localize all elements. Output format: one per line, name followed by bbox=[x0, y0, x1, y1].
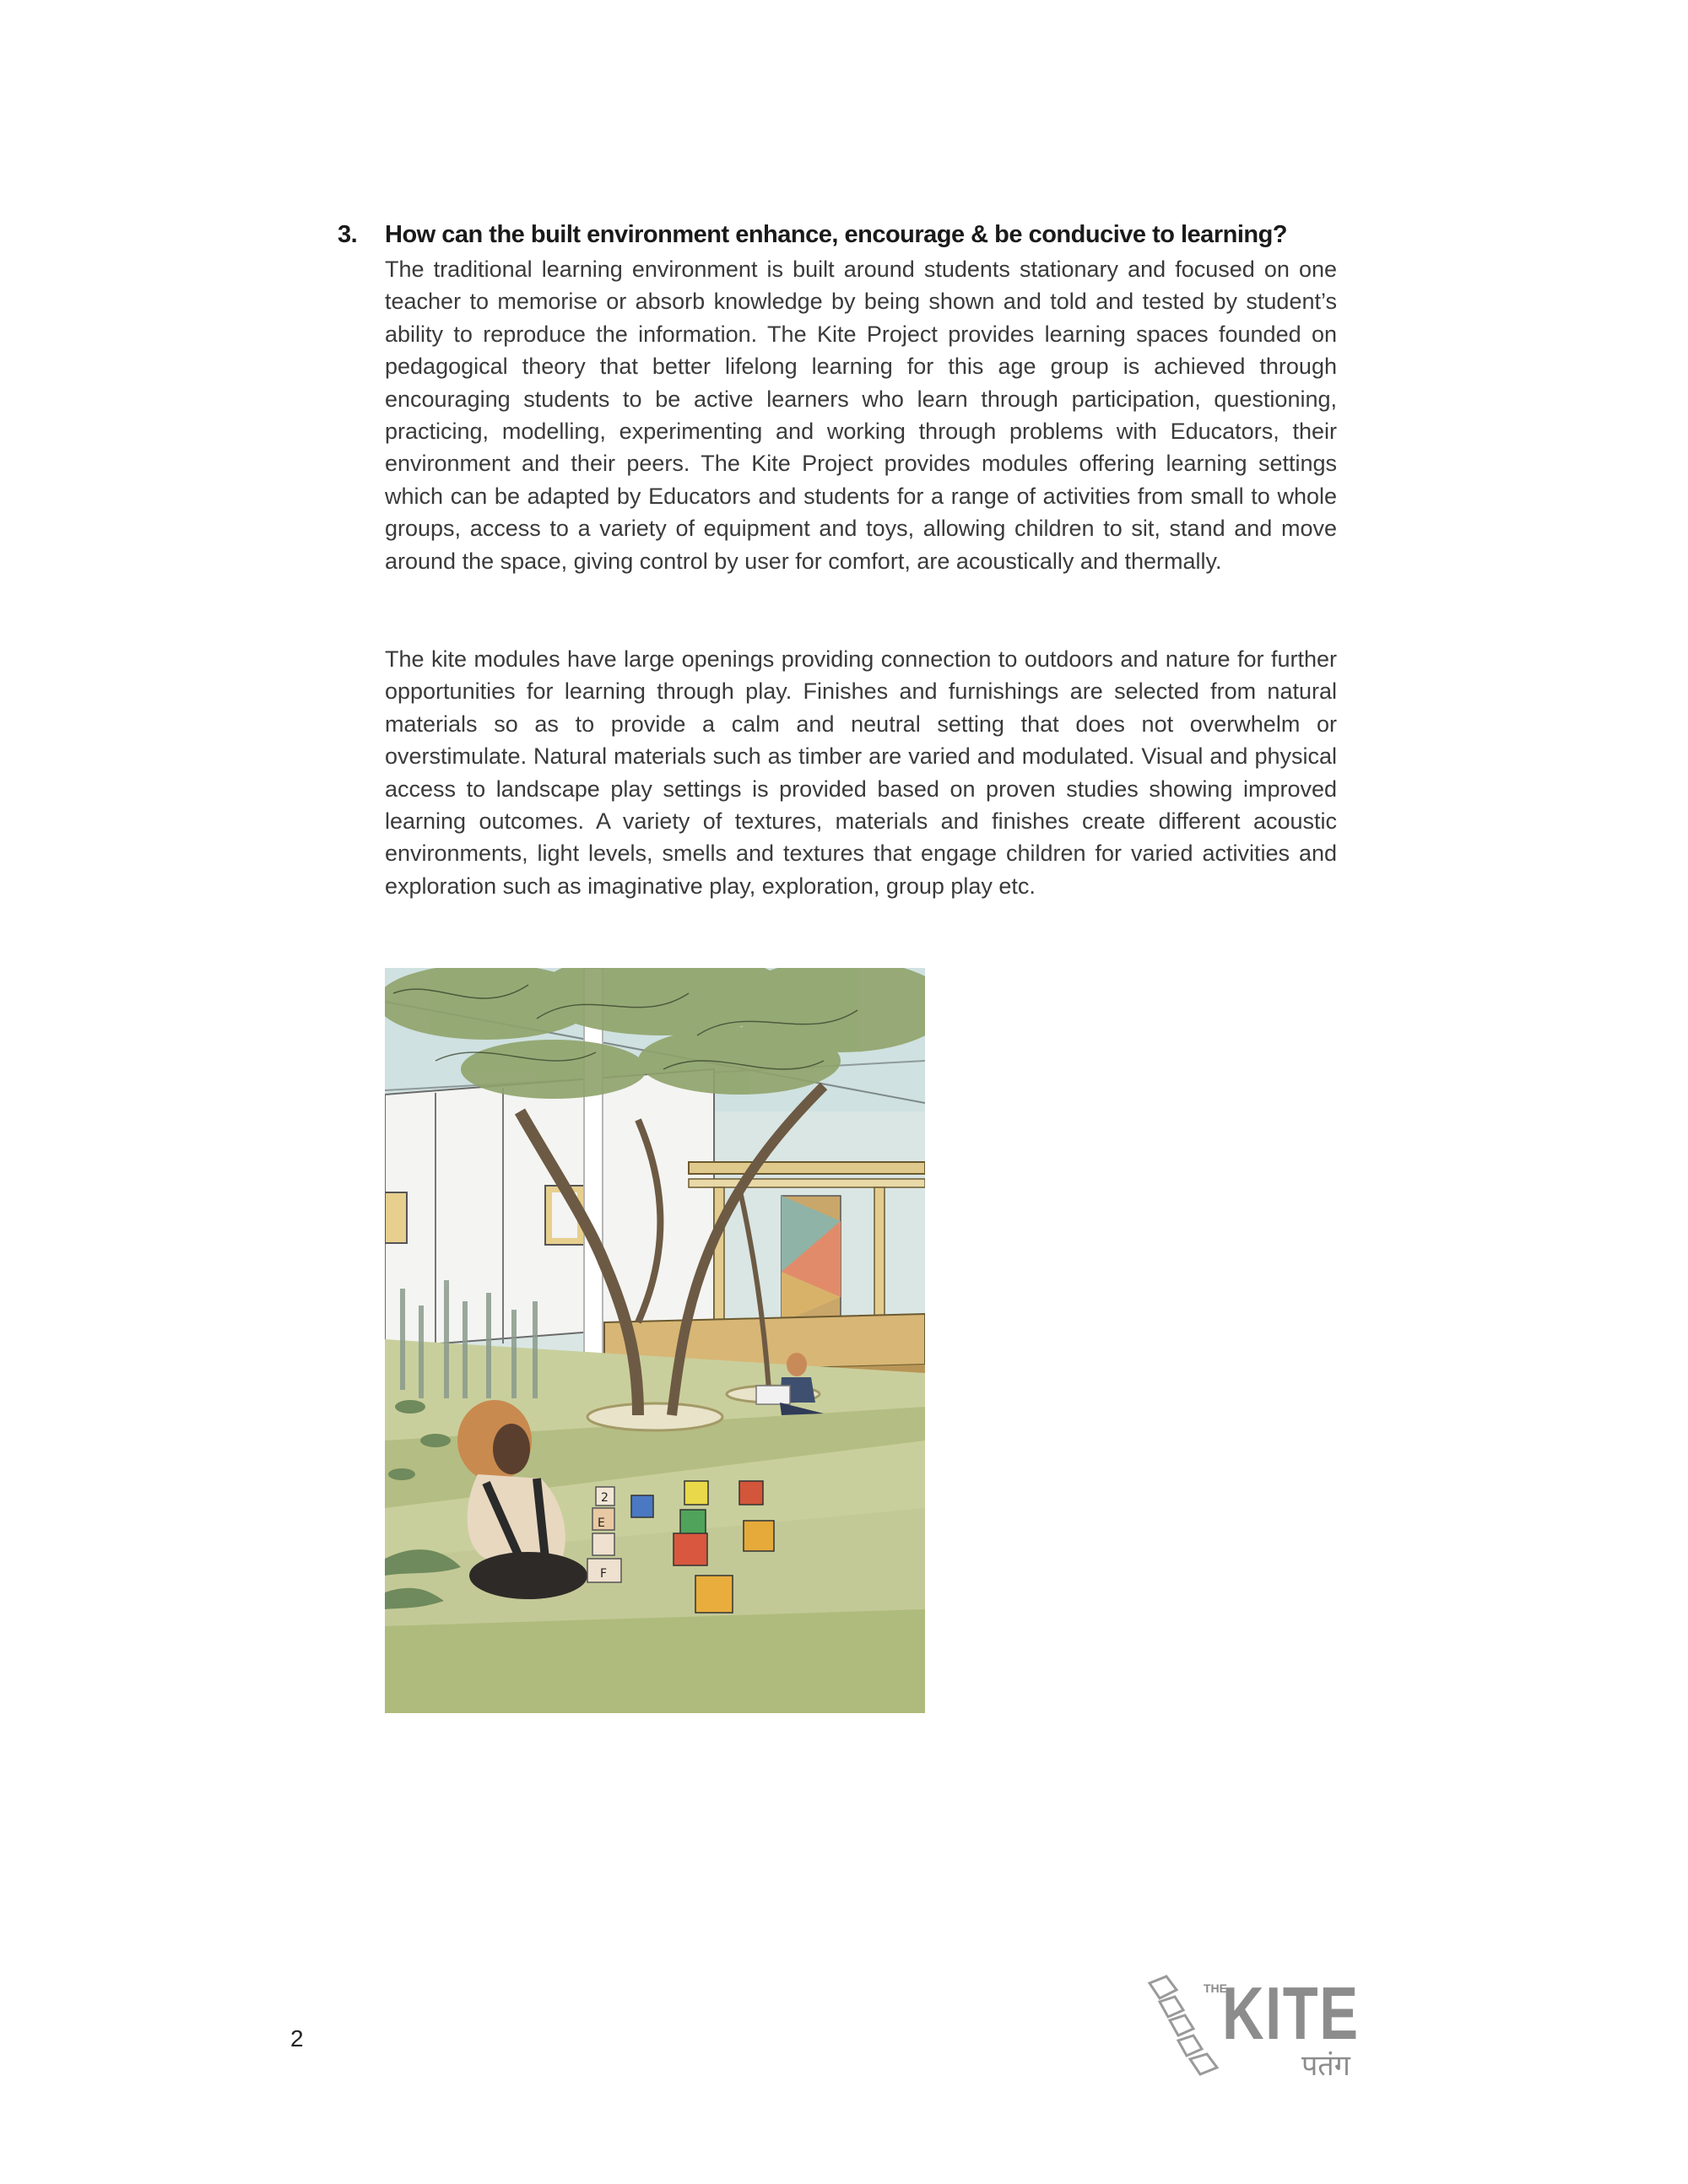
block-label-e: E bbox=[598, 1516, 605, 1530]
paragraph-kite-modules: The kite modules have large openings providing connection to outdoors and nature for further opportunities for learning through play. Finishes and furnishings are selected from natural materials so as to provide a calm and neutral setting that does not overwhelm or overstimulate. Natural materials such as timber are varied and modulated. Visual and physical access to landscape play settings is provided based on proven studies showing improved learning outcomes. A variety of textures, materials and finishes create different acoustic environments, light levels, smells and textures that engage children for varied activities and exploration such as imaginative play, exploration, group play etc. bbox=[385, 646, 1337, 899]
logo-kite-text: KITE bbox=[1222, 1971, 1360, 2055]
block-label-2: 2 bbox=[601, 1491, 609, 1505]
paragraph-traditional-learning: The traditional learning environment is built around students stationary and focused on one teacher to memorise or absorb knowledge by being shown and told and tested by student’s ability to reproduce the information. The Kite Project provides learning spaces founded on pedagogical theory that better lifelong learning for this age group is achieved through encouraging students to be active learners who learn through participation, questioning, practicing, modelling, experimenting and working through problems with Educators, their environment and their peers. The Kite Project provides modules offering learning settings which can be adapted by Educators and students for a range of activities from small to whole groups, access to a variety of equipment and toys, allowing children to sit, stand and move around the space, giving control by user for comfort, are acoustically and thermally. bbox=[385, 257, 1337, 574]
section-number: 3. bbox=[338, 221, 358, 248]
kite-logo bbox=[1141, 1973, 1369, 2083]
logo-patang-text: पतंग bbox=[1301, 2050, 1350, 2082]
courtyard-illustration bbox=[385, 968, 925, 1713]
page-number: 2 bbox=[290, 2025, 304, 2052]
block-label-f: F bbox=[600, 1567, 608, 1581]
logo-the-text: THE bbox=[1204, 1981, 1227, 1995]
section-question: How can the built environment enhance, encourage & be conducive to learning? bbox=[385, 221, 1288, 248]
